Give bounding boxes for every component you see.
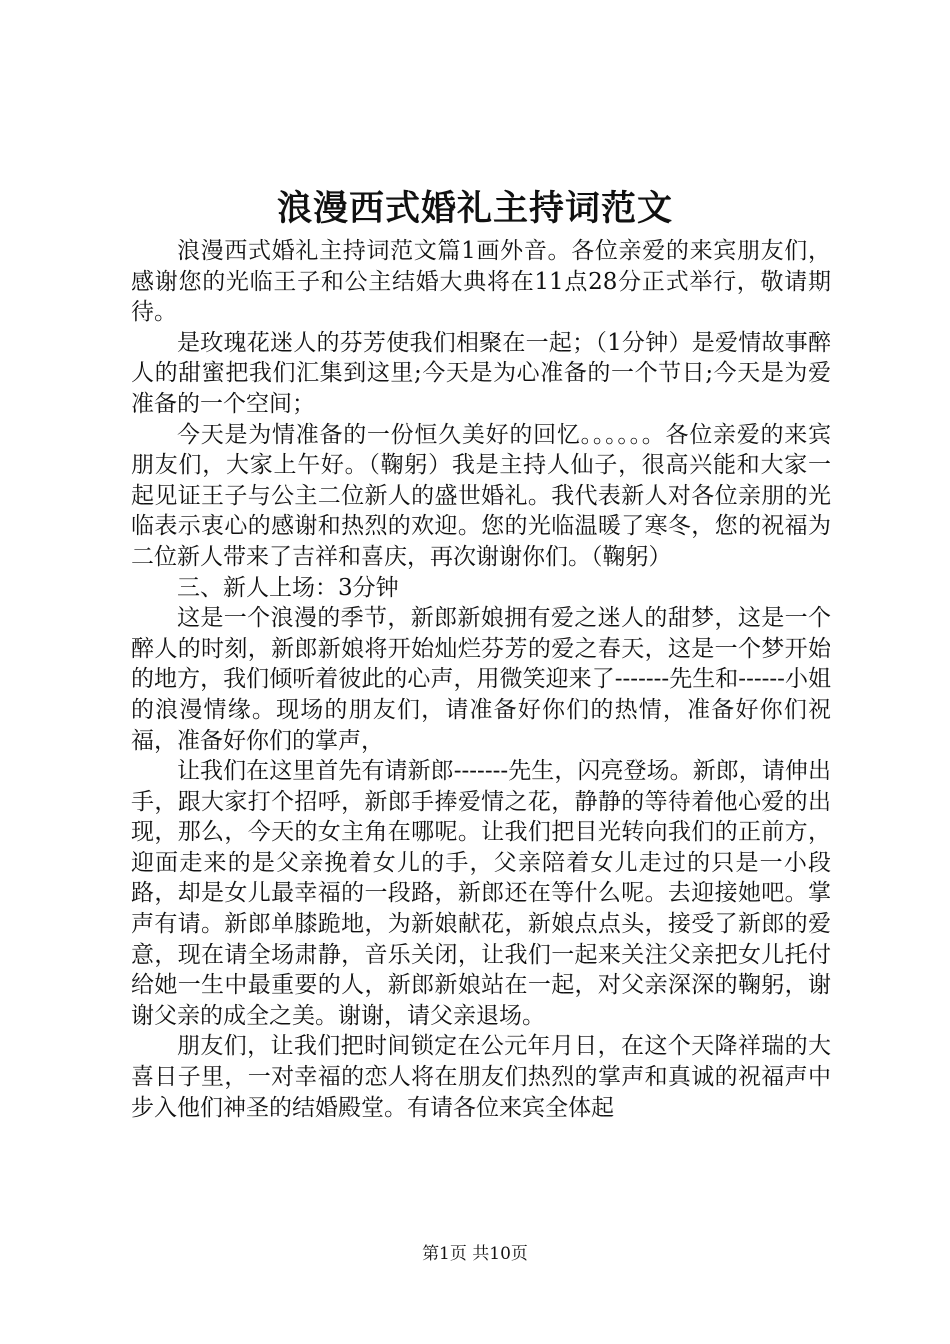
paragraph: 浪漫西式婚礼主持词范文篇1画外音。各位亲爱的来宾朋友们，感谢您的光临王子和公主结婚大典将在11点28分正式举行，敬请期待。 [131, 238, 831, 326]
paragraph: 让我们在这里首先有请新郎-------先生，闪亮登场。新郎，请伸出手，跟大家打个招呼，新郎手捧爱情之花，静静的等待着他心爱的出现，那么，今天的女主角在哪呢。让我们把目光转向我们的正前方，迎面走来的是父亲挽着女儿的手，父亲陪着女儿走过的只是一小段路，却是女儿最幸福的一段路，新郎还在等什么呢。去迎接她吧。掌声有请。新郎单膝跪地，为新娘献花，新娘点点头，接受了新郎的爱意，现在请全场肃静，音乐关闭，让我们一起来关注父亲把女儿托付给她一生中最重要的人，新郎新娘站在一起，对父亲深深的鞠躬，谢谢父亲的成全之美。谢谢，请父亲退场。 [131, 758, 831, 1029]
paragraph: 今天是为情准备的一份恒久美好的回忆。。。。。。各位亲爱的来宾朋友们，大家上午好。（鞠躬）我是主持人仙子，很高兴能和大家一起见证王子与公主二位新人的盛世婚礼。我代表新人对各位亲朋的光临表示衷心的感谢和热烈的欢迎。您的光临温暖了寒冬，您的祝福为二位新人带来了吉祥和喜庆，再次谢谢你们。（鞠躬） [131, 421, 831, 570]
paragraph: 这是一个浪漫的季节，新郎新娘拥有爱之迷人的甜梦，这是一个醉人的时刻，新郎新娘将开始灿烂芬芳的爱之春天，这是一个梦开始的地方，我们倾听着彼此的心声，用微笑迎来了-------先生和------小姐的浪漫情缘。现场的朋友们，请准备好你们的热情，准备好你们祝福，准备好你们的掌声， [131, 605, 831, 754]
paragraph: 朋友们，让我们把时间锁定在公元年月日，在这个天降祥瑞的大喜日子里，一对幸福的恋人将在朋友们热烈的掌声和真诚的祝福声中步入他们神圣的结婚殿堂。有请各位来宾全体起 [131, 1033, 831, 1121]
page-number-footer: 第1页 共10页 [422, 1244, 528, 1264]
section-heading: 三、新人上场：3分钟 [177, 574, 399, 601]
paragraph: 是玫瑰花迷人的芬芳使我们相聚在一起；（1分钟）是爱情故事醉人的甜蜜把我们汇集到这里;今天是为心准备的一个节日;今天是为爱准备的一个空间； [131, 329, 831, 417]
document-title: 浪漫西式婚礼主持词范文 [276, 188, 673, 229]
document-body [131, 236, 831, 1123]
